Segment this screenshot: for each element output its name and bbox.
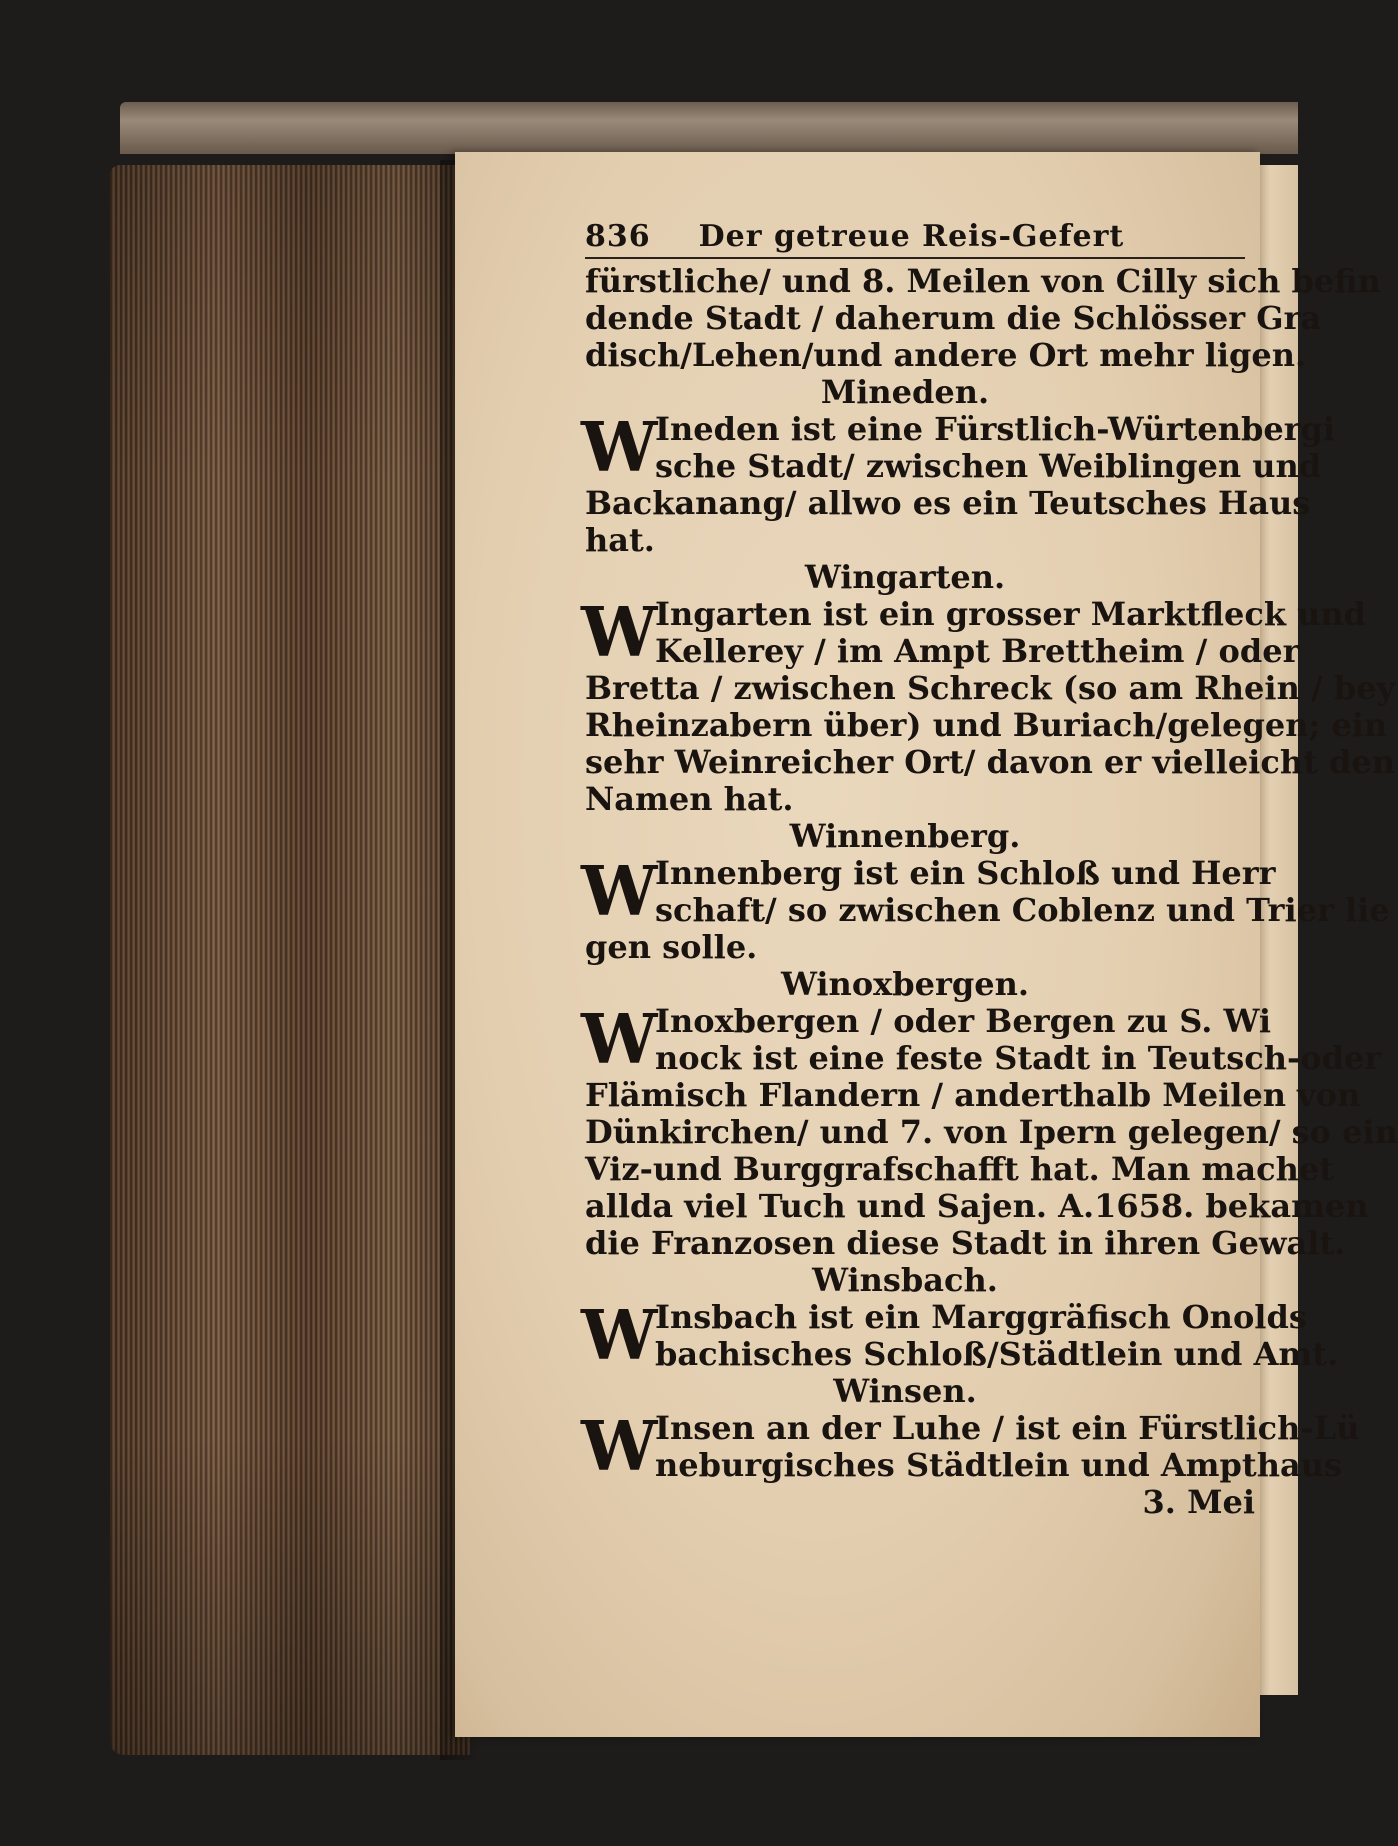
entry-heading: Winsbach.	[812, 1261, 998, 1299]
drop-initial: W	[581, 852, 658, 932]
entry-winsbach	[581, 1296, 1339, 1376]
entry-line: hat.	[585, 521, 655, 559]
entry-heading: Winsen.	[833, 1372, 977, 1410]
drop-initial: W	[581, 1000, 658, 1080]
entry-line: Insbach ist ein Marggräfisch Onolds	[655, 1298, 1307, 1336]
drop-initial: W	[581, 1296, 658, 1376]
entry-line: gen solle.	[585, 928, 758, 966]
entry-line: bachisches Schloß/Städtlein und Amt.	[655, 1335, 1339, 1373]
page-text	[581, 218, 1398, 1521]
entry-line: Bretta / zwischen Schreck (so am Rhein / bey	[585, 669, 1396, 707]
entry-heading: Wingarten.	[804, 558, 1006, 596]
entry-line: sche Stadt/ zwischen Weiblingen und	[655, 447, 1322, 485]
entry-line: Backanang/ allwo es ein Teutsches Haus	[585, 484, 1311, 522]
entry-line: die Franzosen diese Stadt in ihren Gewalt.	[585, 1224, 1346, 1262]
entry-line: allda viel Tuch und Sajen. A.1658. bekamen	[585, 1187, 1369, 1225]
entry-mineden	[581, 408, 1336, 559]
entry-heading: Winnenberg.	[789, 817, 1021, 855]
entry-wingarten	[581, 593, 1396, 818]
entry-line: Kellerey / im Ampt Brettheim / oder	[655, 632, 1300, 670]
drop-initial: W	[581, 1407, 658, 1487]
entry-heading: Winoxbergen.	[781, 965, 1029, 1003]
entry-winsen	[581, 1407, 1360, 1487]
entry-line: sehr Weinreicher Ort/ davon er vielleicht den	[585, 743, 1395, 781]
running-header	[585, 218, 1245, 259]
drop-initial: W	[581, 593, 658, 673]
intro-line: fürstliche/ und 8. Meilen von Cilly sich befin	[585, 262, 1381, 300]
drop-initial: W	[581, 408, 658, 488]
entry-line: schaft/ so zwischen Coblenz und Trier lie	[655, 891, 1390, 929]
entry-line: Viz-und Burggrafschafft hat. Man machet	[585, 1150, 1334, 1188]
intro-line: disch/Lehen/und andere Ort mehr ligen.	[585, 336, 1307, 374]
entry-line: Inoxbergen / oder Bergen zu S. Wi	[655, 1002, 1272, 1040]
entry-line: Ingarten ist ein grosser Marktfleck und	[655, 595, 1367, 633]
entry-line: Rheinzabern über) und Buriach/gelegen; ein	[585, 706, 1388, 744]
entry-winoxbergen	[581, 1000, 1398, 1262]
entry-heading: Mineden.	[820, 373, 990, 411]
intro-line: dende Stadt / daherum die Schlösser Gra	[585, 299, 1322, 337]
entry-line: Insen an der Luhe / ist ein Fürstlich-Lü	[655, 1409, 1360, 1447]
entry-line: Ineden ist eine Fürstlich-Würtenbergi	[655, 410, 1336, 448]
book-cover-top-edge	[120, 102, 1298, 154]
entry-line: Flämisch Flandern / anderthalb Meilen von	[585, 1076, 1361, 1114]
entry-line: nock ist eine feste Stadt in Teutsch-oder	[655, 1039, 1382, 1077]
catchword: 3. Mei	[1142, 1483, 1255, 1521]
entry-winnenberg	[581, 852, 1390, 966]
entry-line: Namen hat.	[585, 780, 794, 818]
running-title: Der getreue Reis-Gefert	[698, 219, 1125, 254]
entry-line: neburgisches Städtlein und Ampthaus	[655, 1446, 1342, 1484]
entry-line: Innenberg ist ein Schloß und Herr	[655, 854, 1276, 892]
book-page-edges	[110, 165, 470, 1755]
entry-line: Dünkirchen/ und 7. von Ipern gelegen/ so ein	[585, 1113, 1398, 1151]
page-number: 836	[585, 219, 651, 254]
